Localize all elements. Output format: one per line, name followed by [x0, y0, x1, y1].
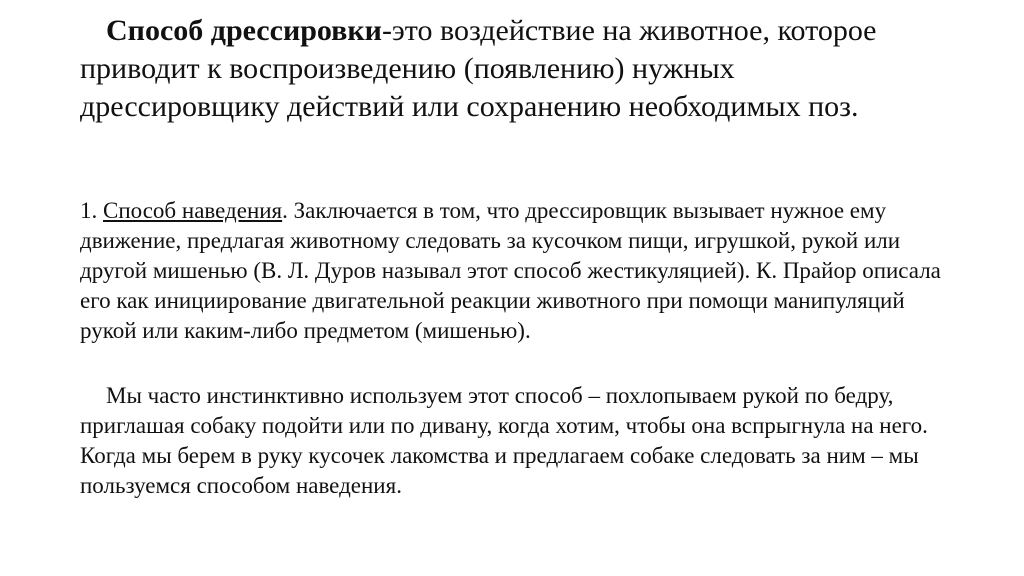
definition-text: -это воздействие на животное, которое приводит к воспроизведению (появлению) нужных дрессировщику действий или сохранению необходимых поз.	[80, 14, 877, 123]
method-number: 1.	[80, 198, 103, 223]
definition-term: Способ дрессировки	[106, 14, 382, 47]
method-paragraph	[80, 196, 950, 346]
example-paragraph: Мы часто инстинктивно используем этот способ – похлопываем рукой по бедру, приглашая собаку подойти или по дивану, когда хотим, чтобы она вспрыгнула на него. Когда мы берем в руку кусочек лакомства и предлагаем собаке следовать за ним – мы пользуемся способом наведения.	[80, 383, 928, 498]
method-name: Способ наведения	[103, 198, 283, 223]
method-text: . Заключается в том, что дрессировщик вызывает нужное ему движение, предлагая животному следовать за кусочком пищи, игрушкой, рукой или другой мишенью (В. Л. Дуров называл этот способ жестикуляцией). К. Прайор описала его как инициирование двигательной реакции животного при помощи манипуляций рукой или каким-либо предметом (мишенью).	[80, 198, 941, 343]
definition-paragraph	[80, 12, 940, 126]
